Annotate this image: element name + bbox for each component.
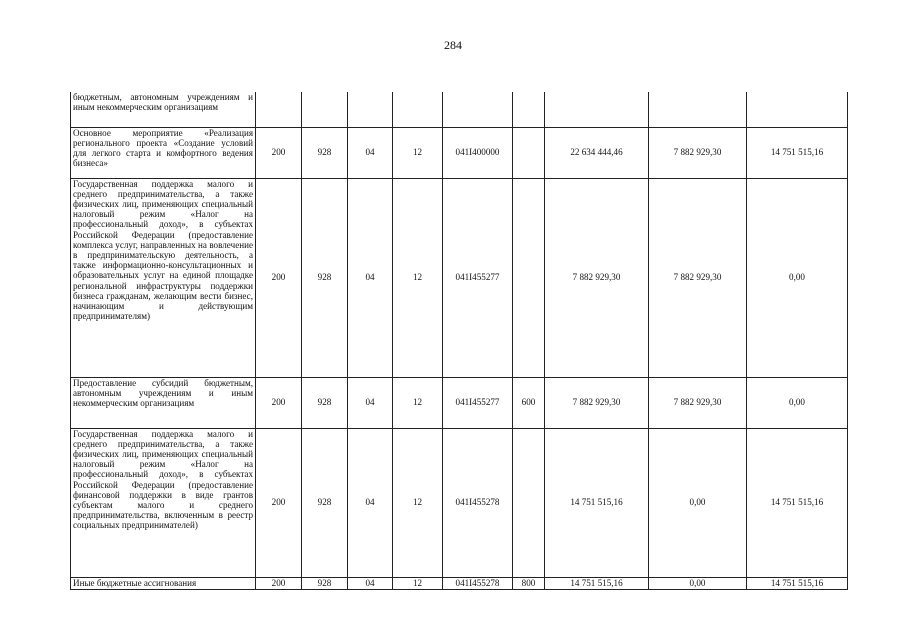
cell-csr: 041I455278 [443, 428, 513, 577]
table-row [71, 92, 848, 127]
cell-gr: 928 [302, 577, 348, 589]
cell-sum-1: 22 634 444,46 [545, 127, 649, 178]
cell-ved: 200 [256, 178, 302, 377]
row-name: бюджетным, автономным учреждениям и иным некоммерческим организациям [71, 92, 256, 127]
cell-pr: 12 [393, 428, 443, 577]
cell-csr: 041I455277 [443, 178, 513, 377]
cell-sum-2: 0,00 [649, 577, 747, 589]
cell-sum-1: 7 882 929,30 [545, 178, 649, 377]
cell-sum-3: 0,00 [747, 377, 848, 428]
table-row [71, 577, 848, 589]
cell-vr: 600 [513, 377, 545, 428]
cell-sum-3 [747, 92, 848, 127]
cell-csr: 041I455277 [443, 377, 513, 428]
cell-vr [513, 92, 545, 127]
cell-sum-3: 14 751 515,16 [747, 577, 848, 589]
table-row [71, 127, 848, 178]
cell-vr [513, 178, 545, 377]
page-number: 284 [444, 38, 462, 52]
cell-csr [443, 92, 513, 127]
cell-ved: 200 [256, 377, 302, 428]
cell-rz: 04 [348, 377, 393, 428]
cell-gr: 928 [302, 428, 348, 577]
cell-gr [302, 92, 348, 127]
cell-vr: 800 [513, 577, 545, 589]
cell-sum-2: 7 882 929,30 [649, 377, 747, 428]
cell-sum-1: 14 751 515,16 [545, 428, 649, 577]
cell-sum-3: 14 751 515,16 [747, 127, 848, 178]
table-row [71, 428, 848, 577]
cell-rz: 04 [348, 127, 393, 178]
cell-sum-2: 0,00 [649, 428, 747, 577]
table-row [71, 178, 848, 377]
row-name: Государственная поддержка малого и среднего предпринимательства, а также физических лиц, применяющих специальный налоговый режим «Налог на профессиональный доход», в субъектах Российской Федерации (предоставление комплекса услуг, направленных на вовлечение в предпринимательскую деятельность, а также информационно-консультационных и образовательных услуг на единой площадке региональной инфраструктуры поддержки бизнеса гражданам, желающим вести бизнес, начинающим и действующим предпринимателям) [71, 178, 256, 377]
cell-sum-2: 7 882 929,30 [649, 127, 747, 178]
cell-vr [513, 127, 545, 178]
cell-sum-3: 0,00 [747, 178, 848, 377]
cell-ved: 200 [256, 428, 302, 577]
cell-ved: 200 [256, 127, 302, 178]
table-row [71, 377, 848, 428]
cell-gr: 928 [302, 178, 348, 377]
cell-rz: 04 [348, 577, 393, 589]
cell-sum-1 [545, 92, 649, 127]
budget-table [70, 92, 848, 590]
cell-sum-1: 7 882 929,30 [545, 377, 649, 428]
row-name: Государственная поддержка малого и среднего предпринимательства, а также физических лиц, применяющих специальный налоговый режим «Налог на профессиональный доход», в субъектах Российской Федерации (предоставление финансовой поддержки в виде грантов субъектам малого и среднего предпринимательства, включенным в реестр социальных предпринимателей) [71, 428, 256, 577]
cell-pr: 12 [393, 577, 443, 589]
cell-sum-2: 7 882 929,30 [649, 178, 747, 377]
cell-csr: 041I455278 [443, 577, 513, 589]
cell-pr: 12 [393, 178, 443, 377]
cell-sum-2 [649, 92, 747, 127]
cell-gr: 928 [302, 127, 348, 178]
cell-sum-3: 14 751 515,16 [747, 428, 848, 577]
row-name: Основное мероприятие «Реализация регионального проекта «Создание условий для легкого старта и комфортного ведения бизнеса» [71, 127, 256, 178]
cell-pr [393, 92, 443, 127]
cell-rz: 04 [348, 428, 393, 577]
cell-sum-1: 14 751 515,16 [545, 577, 649, 589]
cell-pr: 12 [393, 377, 443, 428]
row-name: Иные бюджетные ассигнования [71, 577, 256, 589]
cell-rz [348, 92, 393, 127]
cell-csr: 041I400000 [443, 127, 513, 178]
cell-pr: 12 [393, 127, 443, 178]
cell-vr [513, 428, 545, 577]
cell-gr: 928 [302, 377, 348, 428]
cell-ved: 200 [256, 577, 302, 589]
row-name: Предоставление субсидий бюджетным, автономным учреждениям и иным некоммерческим организациям [71, 377, 256, 428]
cell-rz: 04 [348, 178, 393, 377]
cell-ved [256, 92, 302, 127]
